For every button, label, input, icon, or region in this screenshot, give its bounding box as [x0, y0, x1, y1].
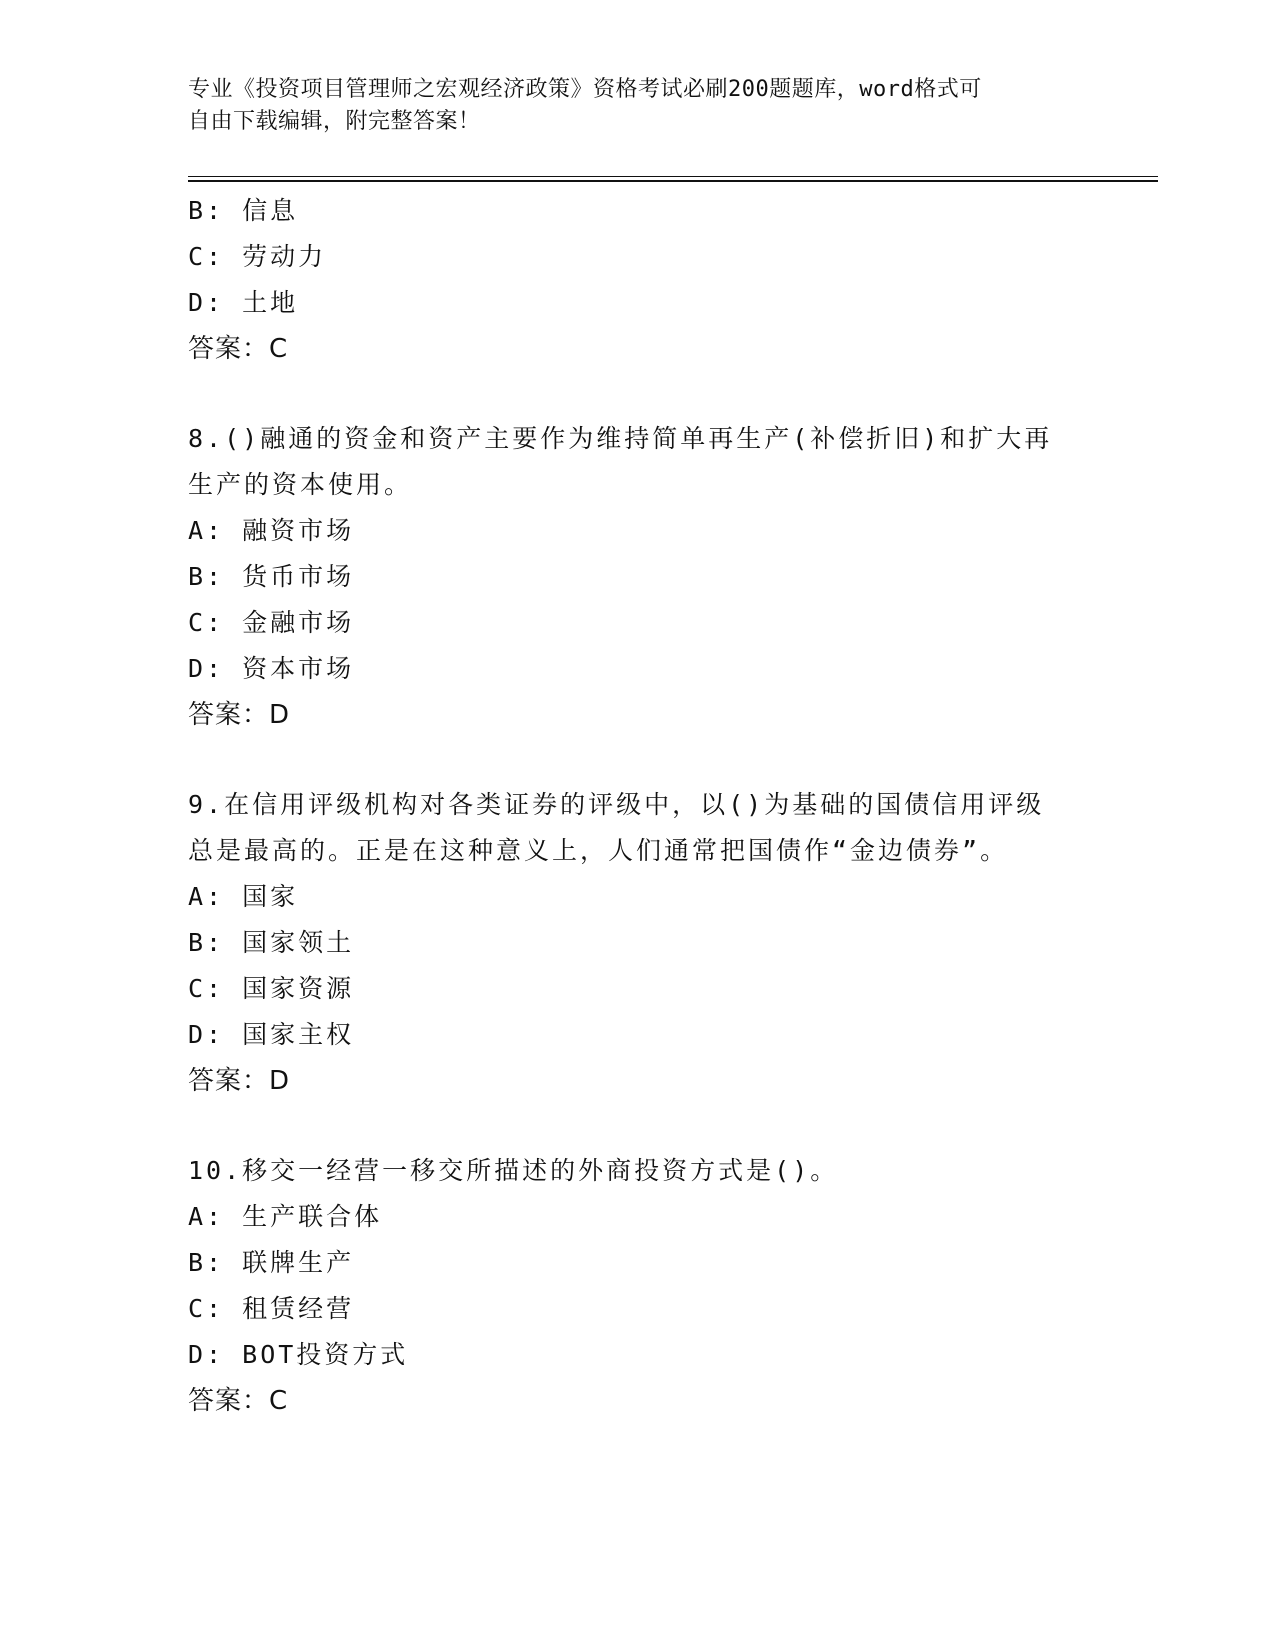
option-d: D: BOT投资方式 — [188, 1340, 409, 1369]
spacer — [188, 372, 1068, 416]
spacer — [188, 1104, 1068, 1148]
answer-line: 答案：D — [188, 1066, 291, 1096]
question-stem-line: 生产的资本使用。 — [188, 470, 413, 499]
answer-line: 答案：D — [188, 700, 291, 730]
option-d: D: 土地 — [188, 288, 299, 317]
question-list — [188, 188, 1068, 1424]
option-b: B: 信息 — [188, 196, 299, 225]
header-line-2: 自由下载编辑，附完整答案！ — [188, 109, 481, 134]
answer-line: 答案：C — [188, 1386, 289, 1416]
option-d: D: 国家主权 — [188, 1020, 355, 1049]
option-c: C: 租赁经营 — [188, 1294, 355, 1323]
option-a: A: 生产联合体 — [188, 1202, 383, 1231]
option-a: A: 国家 — [188, 882, 299, 911]
question-stem-line: 8.()融通的资金和资产主要作为维持简单再生产(补偿折旧)和扩大再 — [188, 424, 1053, 453]
question-8 — [188, 416, 1068, 738]
option-a: A: 融资市场 — [188, 516, 355, 545]
question-stem-line: 10.移交一经营一移交所描述的外商投资方式是()。 — [188, 1156, 839, 1185]
spacer — [188, 738, 1068, 782]
header-line-1: 专业《投资项目管理师之宏观经济政策》资格考试必刷200题题库，word格式可 — [188, 77, 982, 102]
question-stem-line: 9.在信用评级机构对各类证券的评级中，以()为基础的国债信用评级 — [188, 790, 1045, 819]
option-c: C: 劳动力 — [188, 242, 327, 271]
question-10 — [188, 1148, 1068, 1424]
question-7-continued — [188, 188, 1068, 372]
option-b: B: 货币市场 — [188, 562, 355, 591]
header-divider-thin — [188, 176, 1158, 177]
option-d: D: 资本市场 — [188, 654, 355, 683]
header-divider-thick — [188, 180, 1158, 182]
option-c: C: 金融市场 — [188, 608, 355, 637]
question-9 — [188, 782, 1068, 1104]
option-b: B: 联牌生产 — [188, 1248, 355, 1277]
question-stem-line: 总是最高的。正是在这种意义上，人们通常把国债作“金边债券”。 — [188, 836, 1009, 865]
answer-line: 答案：C — [188, 334, 289, 364]
option-c: C: 国家资源 — [188, 974, 355, 1003]
option-b: B: 国家领土 — [188, 928, 355, 957]
document-header — [188, 74, 1068, 138]
